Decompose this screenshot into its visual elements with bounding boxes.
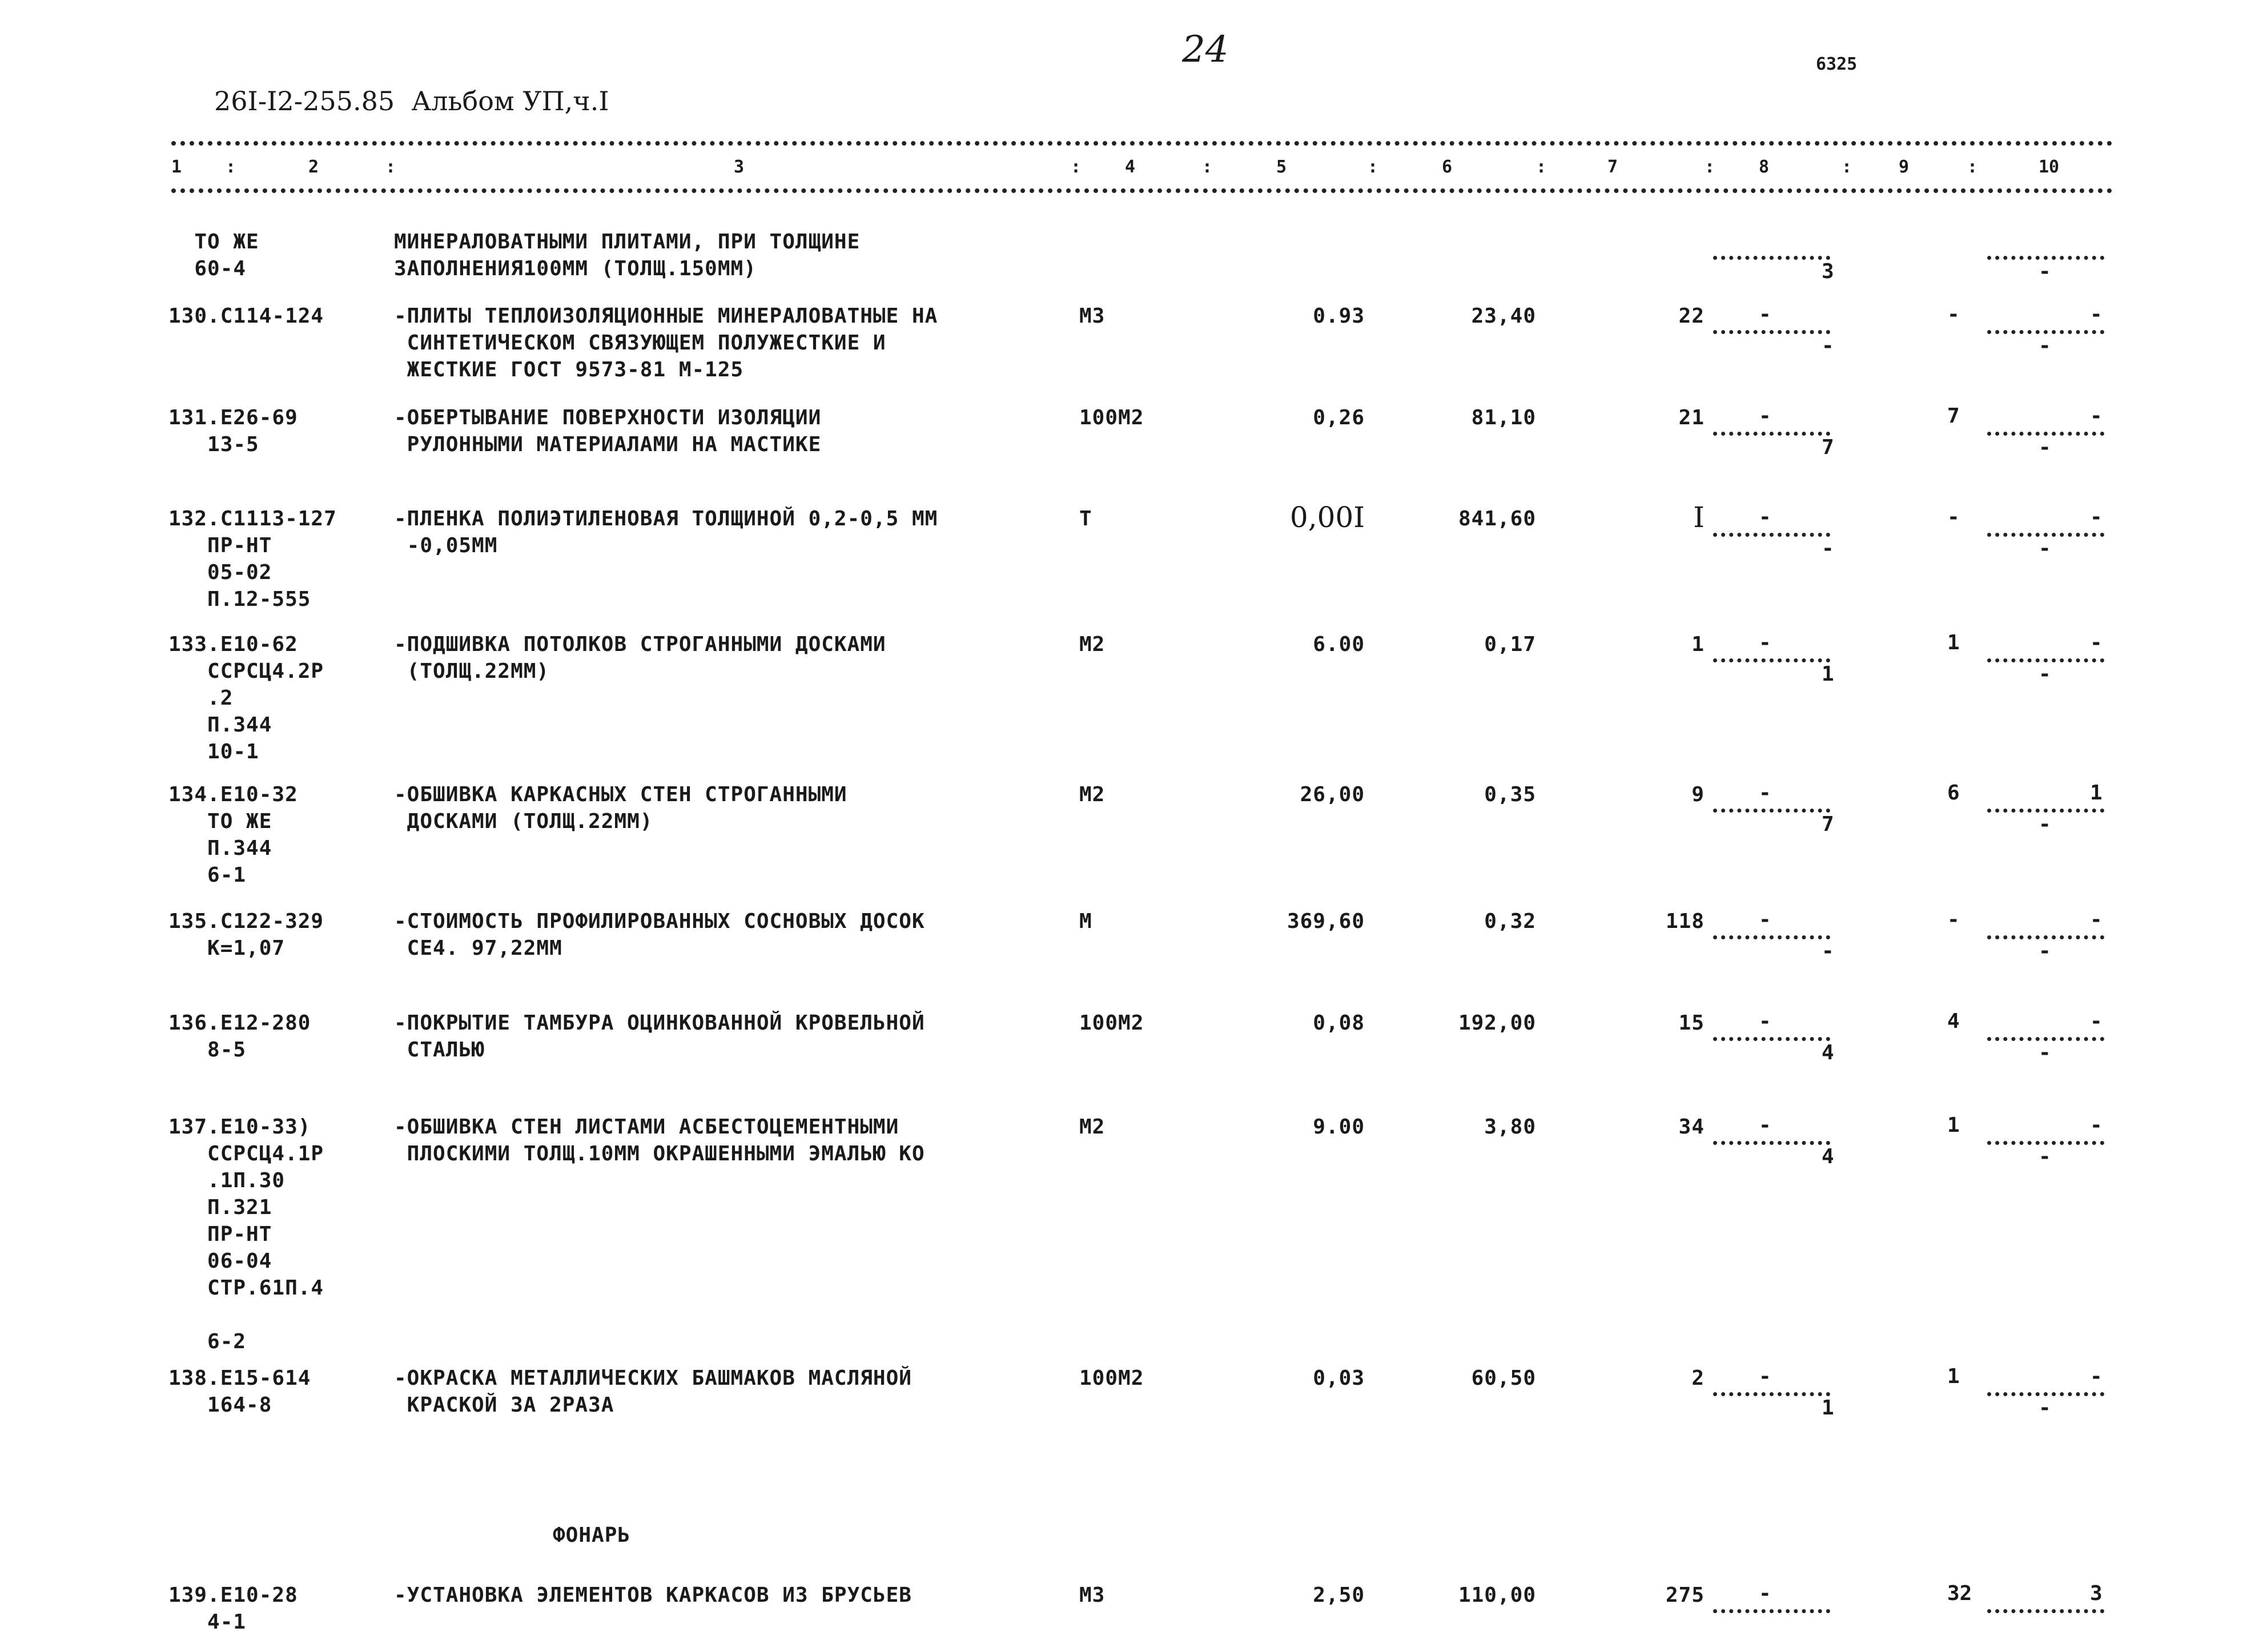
- row-code: 06-04: [168, 1249, 272, 1273]
- col8-fraction-line: [1713, 935, 1830, 939]
- row-quantity: 9.00: [1313, 1115, 1365, 1139]
- row-description: (ТОЛЩ.22ММ): [394, 660, 550, 683]
- row-description: -УСТАНОВКА ЭЛЕМЕНТОВ КАРКАСОВ ИЗ БРУСЬЕВ: [394, 1583, 912, 1607]
- row-code: .2: [168, 686, 234, 710]
- row-code: 60-4: [168, 257, 247, 280]
- row-description: МИНЕРАЛОВАТНЫМИ ПЛИТАМИ, ПРИ ТОЛЩИНЕ: [394, 230, 861, 254]
- row-code: 13-5: [168, 433, 259, 456]
- col9-value: 1: [1947, 1114, 1960, 1137]
- col10-top: -: [2090, 1010, 2103, 1033]
- row-code: П.12-555: [168, 588, 311, 611]
- column-separator: :: [1536, 157, 1547, 177]
- col10-bottom: -: [2039, 1041, 2051, 1064]
- col10-bottom: -: [2039, 260, 2051, 283]
- col10-fraction-line: [1987, 432, 2104, 436]
- row-description: КРАСКОЙ ЗА 2РАЗА: [394, 1393, 614, 1417]
- row-unit: М2: [1079, 633, 1106, 656]
- header-rule-top: [171, 141, 2113, 146]
- row-code: 8-5: [168, 1038, 247, 1062]
- col8-fraction-line: [1713, 1392, 1830, 1396]
- col10-bottom: -: [2039, 1145, 2051, 1168]
- column-separator: :: [1705, 157, 1715, 177]
- col8-fraction-line: [1713, 1609, 1830, 1613]
- col9-value: 1: [1947, 631, 1960, 654]
- row-code: 6-1: [168, 863, 247, 887]
- row-price: 841,60: [1458, 507, 1536, 530]
- row-description: -ПЛЕНКА ПОЛИЭТИЛЕНОВАЯ ТОЛЩИНОЙ 0,2-0,5 ММ: [394, 507, 938, 530]
- row-code: 133.Е10-62: [168, 633, 298, 656]
- row-total: 275: [1665, 1583, 1705, 1607]
- col8-fraction-line: [1713, 256, 1830, 260]
- row-unit: М3: [1079, 304, 1106, 328]
- row-unit: М2: [1079, 1115, 1106, 1139]
- col8-bottom: -: [1822, 334, 1834, 357]
- col10-bottom: -: [2039, 662, 2051, 686]
- column-number: 5: [1276, 157, 1287, 177]
- col8-bottom: -: [1822, 939, 1834, 963]
- row-code: 10-1: [168, 740, 259, 763]
- col8-fraction-line: [1713, 432, 1830, 436]
- document-title: 26I-I2-255.85 Альбом УП,ч.I: [214, 86, 609, 116]
- row-code: ПР-НТ: [168, 534, 272, 557]
- col10-bottom: -: [2039, 939, 2051, 963]
- col8-top: -: [1759, 631, 1771, 654]
- row-unit: М2: [1079, 783, 1106, 806]
- col10-fraction-line: [1987, 1141, 2104, 1145]
- col10-top: -: [2090, 1365, 2103, 1388]
- col9-value: 7: [1947, 404, 1960, 428]
- row-code: ССРСЦ4.1Р: [168, 1142, 324, 1165]
- row-description: -0,05ММ: [394, 534, 498, 557]
- col8-fraction-line: [1713, 533, 1830, 537]
- row-unit: 100М2: [1079, 406, 1144, 429]
- row-description: ДОСКАМИ (ТОЛЩ.22ММ): [394, 810, 653, 833]
- row-unit: 100М2: [1079, 1011, 1144, 1035]
- row-description: ПЛОСКИМИ ТОЛЩ.10ММ ОКРАШЕННЫМИ ЭМАЛЬЮ КО: [394, 1142, 925, 1165]
- row-quantity: 0,00I: [1289, 501, 1365, 534]
- row-price: 23,40: [1471, 304, 1536, 328]
- col8-top: -: [1759, 505, 1771, 529]
- row-description: -СТОИМОСТЬ ПРОФИЛИРОВАННЫХ СОСНОВЫХ ДОСОК: [394, 910, 925, 933]
- col8-fraction-line: [1713, 1141, 1830, 1145]
- column-separator: :: [1071, 157, 1082, 177]
- col8-bottom: 1: [1822, 1396, 1834, 1420]
- col10-fraction-line: [1987, 1609, 2104, 1613]
- column-separator: :: [1842, 157, 1852, 177]
- row-description: -ОБШИВКА КАРКАСНЫХ СТЕН СТРОГАННЫМИ: [394, 783, 847, 806]
- row-code: 138.Е15-614: [168, 1366, 311, 1390]
- row-code: К=1,07: [168, 936, 286, 960]
- col10-fraction-line: [1987, 1392, 2104, 1396]
- row-total: 34: [1678, 1115, 1705, 1139]
- column-number: 2: [308, 157, 319, 177]
- col10-fraction-line: [1987, 935, 2104, 939]
- column-number: 6: [1442, 157, 1453, 177]
- col8-fraction-line: [1713, 658, 1830, 662]
- row-total: 118: [1665, 910, 1705, 933]
- col9-value: 32: [1947, 1582, 1972, 1605]
- row-unit: 100М2: [1079, 1366, 1144, 1390]
- row-price: 110,00: [1458, 1583, 1536, 1607]
- col10-top: -: [2090, 404, 2103, 428]
- col10-fraction-line: [1987, 256, 2104, 260]
- row-code: П.321: [168, 1196, 272, 1219]
- row-quantity: 0,08: [1313, 1011, 1365, 1035]
- section-heading: ФОНАРЬ: [553, 1524, 631, 1547]
- column-number: 10: [2039, 157, 2060, 177]
- col10-top: -: [2090, 303, 2103, 326]
- row-code: 135.С122-329: [168, 910, 324, 933]
- col10-top: -: [2090, 505, 2103, 529]
- column-separator: :: [1368, 157, 1378, 177]
- row-code: 164-8: [168, 1393, 272, 1417]
- col10-top: 1: [2090, 781, 2103, 805]
- row-total: 1: [1691, 633, 1705, 656]
- column-separator: :: [226, 157, 236, 177]
- col9-value: 4: [1947, 1010, 1960, 1033]
- row-code: 136.Е12-280: [168, 1011, 311, 1035]
- row-quantity: 0,03: [1313, 1366, 1365, 1390]
- col8-bottom: 4: [1822, 1041, 1834, 1064]
- row-code: 132.С1113-127: [168, 507, 337, 530]
- col9-value: -: [1947, 908, 1960, 931]
- row-code: 05-02: [168, 561, 272, 584]
- row-quantity: 369,60: [1287, 910, 1365, 933]
- row-unit: М: [1079, 910, 1092, 933]
- col8-top: -: [1759, 404, 1771, 428]
- col10-fraction-line: [1987, 658, 2104, 662]
- row-quantity: 6.00: [1313, 633, 1365, 656]
- col8-top: -: [1759, 1582, 1771, 1605]
- row-unit: М3: [1079, 1583, 1106, 1607]
- row-description: -ОКРАСКА МЕТАЛЛИЧЕСКИХ БАШМАКОВ МАСЛЯНОЙ: [394, 1366, 912, 1390]
- col8-top: -: [1759, 781, 1771, 805]
- row-price: 192,00: [1458, 1011, 1536, 1035]
- column-number: 9: [1899, 157, 1910, 177]
- handwritten-page-number: 24: [1182, 29, 1229, 71]
- col10-top: -: [2090, 1114, 2103, 1137]
- row-code: 137.Е10-33): [168, 1115, 311, 1139]
- col10-top: -: [2090, 908, 2103, 931]
- row-code: ПР-НТ: [168, 1223, 272, 1246]
- column-separator: :: [1202, 157, 1213, 177]
- page-code: 6325: [1816, 54, 1858, 74]
- row-price: 60,50: [1471, 1366, 1536, 1390]
- column-number: 8: [1759, 157, 1770, 177]
- row-total: 21: [1678, 406, 1705, 429]
- column-number: 4: [1125, 157, 1136, 177]
- row-quantity: 0.93: [1313, 304, 1365, 328]
- row-description: -ОБЕРТЫВАНИЕ ПОВЕРХНОСТИ ИЗОЛЯЦИИ: [394, 406, 822, 429]
- col8-bottom: 4: [1822, 1145, 1834, 1168]
- row-description: ЗАПОЛНЕНИЯ100ММ (ТОЛЩ.150ММ): [394, 257, 757, 280]
- col8-top: -: [1759, 1114, 1771, 1137]
- col8-top: -: [1759, 1365, 1771, 1388]
- column-number: 3: [734, 157, 745, 177]
- col10-bottom: -: [2039, 334, 2051, 357]
- row-price: 0,32: [1484, 910, 1536, 933]
- col8-fraction-line: [1713, 1037, 1830, 1041]
- row-code: 134.Е10-32: [168, 783, 298, 806]
- row-description: СИНТЕТИЧЕСКОМ СВЯЗУЮЩЕМ ПОЛУЖЕСТКИЕ И: [394, 331, 886, 355]
- row-quantity: 2,50: [1313, 1583, 1365, 1607]
- col8-top: -: [1759, 908, 1771, 931]
- col8-fraction-line: [1713, 809, 1830, 813]
- column-number: 7: [1607, 157, 1618, 177]
- row-total: I: [1693, 501, 1705, 534]
- col10-fraction-line: [1987, 809, 2104, 813]
- col8-fraction-line: [1713, 330, 1830, 334]
- row-code: .1П.30: [168, 1169, 286, 1192]
- col8-bottom: -: [1822, 537, 1834, 560]
- column-separator: :: [385, 157, 396, 177]
- col9-value: -: [1947, 303, 1960, 326]
- row-code: ССРСЦ4.2Р: [168, 660, 324, 683]
- row-description: СТАЛЬЮ: [394, 1038, 485, 1062]
- header-rule-bottom: [171, 188, 2113, 193]
- row-description: СЕ4. 97,22ММ: [394, 936, 562, 960]
- row-total: 9: [1691, 783, 1705, 806]
- row-code: 6-2: [168, 1330, 247, 1353]
- row-code: ТО ЖЕ: [168, 230, 259, 254]
- col8-bottom: 3: [1822, 260, 1834, 283]
- col10-fraction-line: [1987, 1037, 2104, 1041]
- row-quantity: 26,00: [1300, 783, 1365, 806]
- col8-bottom: 7: [1822, 436, 1834, 459]
- row-code: П.344: [168, 713, 272, 737]
- row-description: -ПОКРЫТИЕ ТАМБУРА ОЦИНКОВАННОЙ КРОВЕЛЬНОЙ: [394, 1011, 925, 1035]
- row-code: 139.Е10-28: [168, 1583, 298, 1607]
- row-code: 4-1: [168, 1610, 247, 1634]
- row-code: 130.С114-124: [168, 304, 324, 328]
- row-price: 0,17: [1484, 633, 1536, 656]
- col9-value: 6: [1947, 781, 1960, 805]
- row-description: РУЛОННЫМИ МАТЕРИАЛАМИ НА МАСТИКЕ: [394, 433, 822, 456]
- row-quantity: 0,26: [1313, 406, 1365, 429]
- row-price: 3,80: [1484, 1115, 1536, 1139]
- row-price: 81,10: [1471, 406, 1536, 429]
- row-price: 0,35: [1484, 783, 1536, 806]
- column-separator: :: [1967, 157, 1978, 177]
- col9-value: 1: [1947, 1365, 1960, 1388]
- row-description: ЖЕСТКИЕ ГОСТ 9573-81 М-125: [394, 358, 744, 381]
- col8-bottom: 7: [1822, 813, 1834, 836]
- col9-value: -: [1947, 505, 1960, 529]
- col10-bottom: -: [2039, 537, 2051, 560]
- col10-bottom: -: [2039, 1396, 2051, 1420]
- col10-top: 3: [2090, 1582, 2103, 1605]
- row-unit: Т: [1079, 507, 1092, 530]
- row-code: 131.Е26-69: [168, 406, 298, 429]
- row-total: 15: [1678, 1011, 1705, 1035]
- col10-fraction-line: [1987, 330, 2104, 334]
- col10-bottom: -: [2039, 813, 2051, 836]
- col8-top: -: [1759, 303, 1771, 326]
- row-description: -ПЛИТЫ ТЕПЛОИЗОЛЯЦИОННЫЕ МИНЕРАЛОВАТНЫЕ НА: [394, 304, 938, 328]
- row-code: П.344: [168, 837, 272, 860]
- col10-fraction-line: [1987, 533, 2104, 537]
- row-code: СТР.61П.4: [168, 1276, 324, 1300]
- column-number: 1: [171, 157, 182, 177]
- col10-bottom: -: [2039, 436, 2051, 459]
- col8-top: -: [1759, 1010, 1771, 1033]
- col8-bottom: 1: [1822, 662, 1834, 686]
- col10-top: -: [2090, 631, 2103, 654]
- row-total: 22: [1678, 304, 1705, 328]
- row-description: -ОБШИВКА СТЕН ЛИСТАМИ АСБЕСТОЦЕМЕНТНЫМИ: [394, 1115, 899, 1139]
- row-code: ТО ЖЕ: [168, 810, 272, 833]
- row-total: 2: [1691, 1366, 1705, 1390]
- row-description: -ПОДШИВКА ПОТОЛКОВ СТРОГАННЫМИ ДОСКАМИ: [394, 633, 886, 656]
